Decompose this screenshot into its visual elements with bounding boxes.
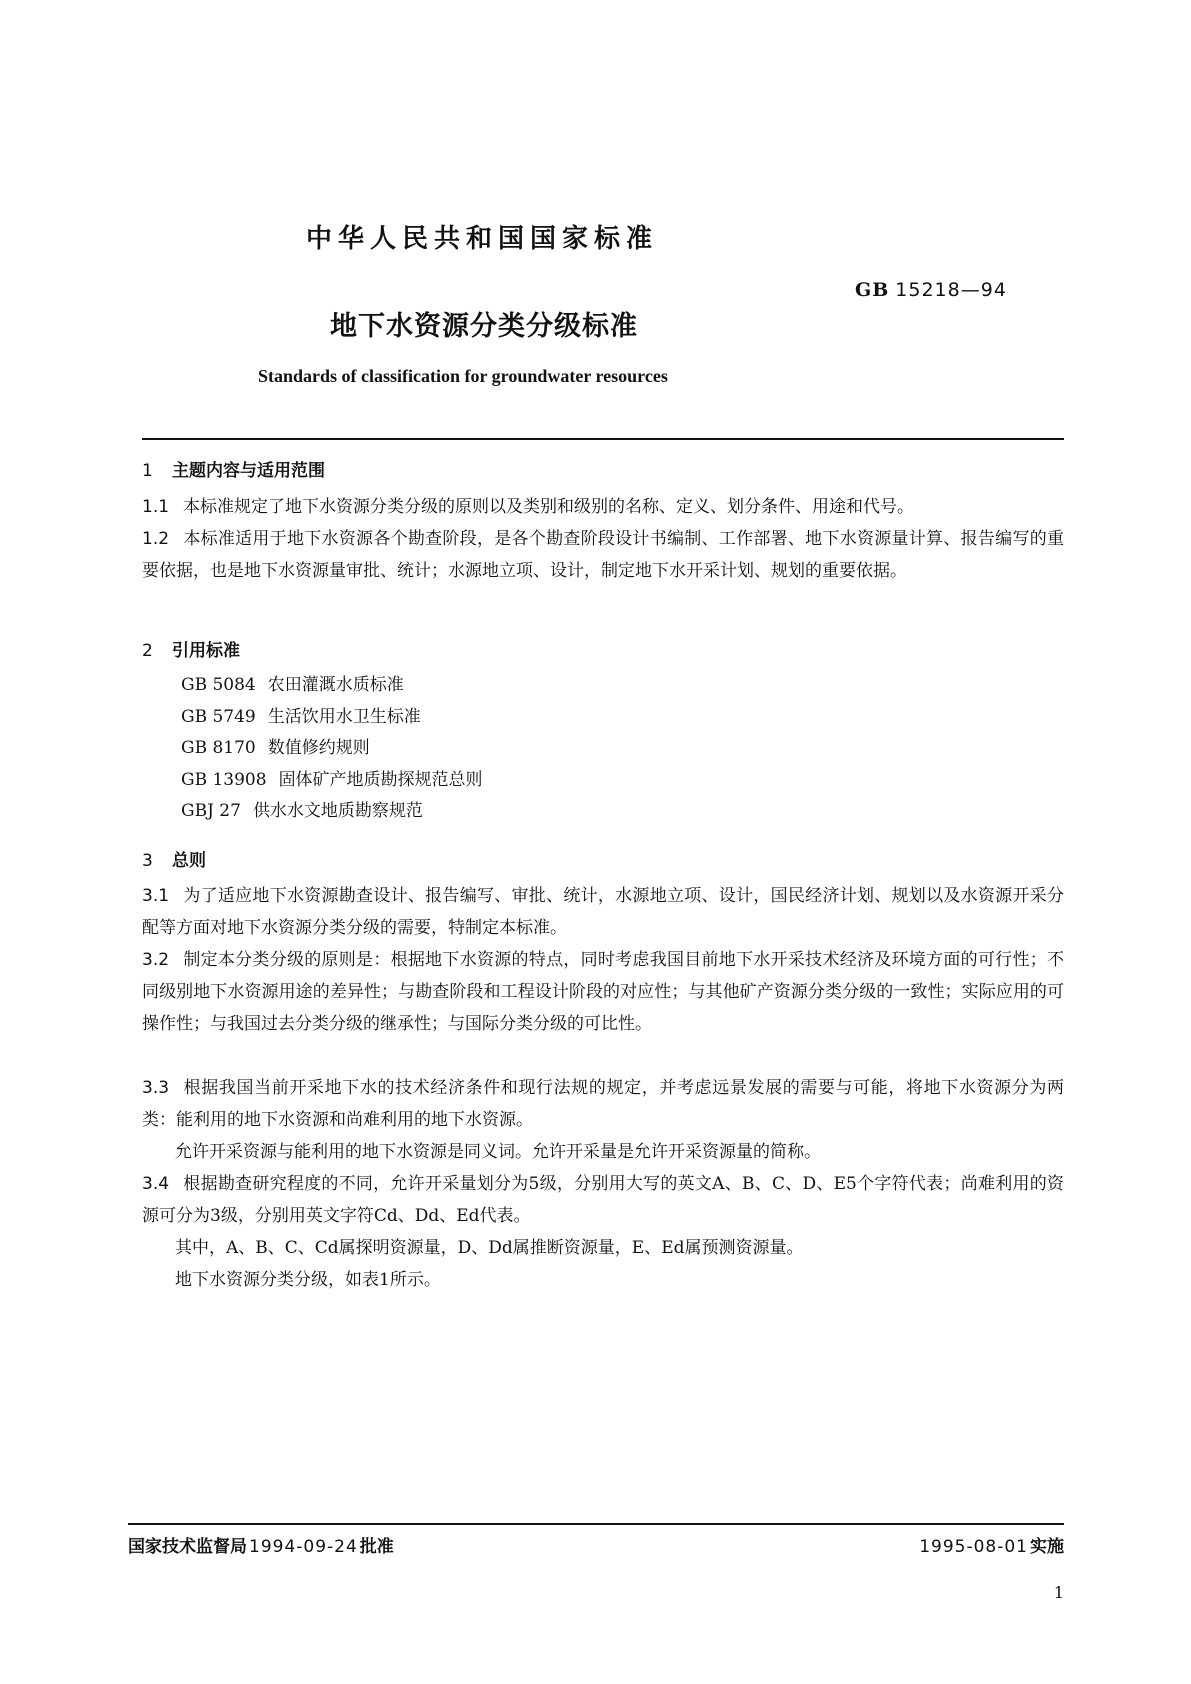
reference-list xyxy=(181,670,483,828)
section-3-heading: 3 总则 xyxy=(142,851,206,871)
header-divider xyxy=(142,438,1064,440)
paragraph-3-2: 3.2 制定本分类分级的原则是：根据地下水资源的特点，同时考虑我国目前地下水开采技术经济及环境方面的可行性；不同级别地下水资源用途的差异性；与勘查阶段和工程设计阶段的对应性；与其他矿产资源分类分级的一致性；实际应用的可操作性；与我国过去分类分级的继承性；与国际分类分级的可比性。 xyxy=(142,950,1064,1034)
paragraph-1-2: 1.2 本标准适用于地下水资源各个勘查阶段，是各个勘查阶段设计书编制、工作部署、地下水资源量计算、报告编写的重要依据，也是地下水资源量审批、统计；水源地立项、设计，制定地下水开采计划、规划的重要依据。 xyxy=(142,529,1064,581)
section-1-heading: 1 主题内容与适用范围 xyxy=(142,461,325,481)
document-title: 地下水资源分类分级标准 xyxy=(330,311,638,342)
effective-statement xyxy=(880,1532,1064,1557)
paragraph-3-4-note-1: 其中，A、B、C、Cd属探明资源量，D、Dd属推断资源量，E、Ed属预测资源量。 xyxy=(175,1238,804,1258)
page-number: 1 xyxy=(1053,1583,1064,1602)
section-2-heading: 2 引用标准 xyxy=(142,641,240,661)
effective-label: 实施 xyxy=(1030,1537,1064,1557)
reference-item: GB 8170 数值修约规则 xyxy=(181,738,370,758)
standard-title: 中华人民共和国国家标准 xyxy=(306,224,659,254)
approval-statement xyxy=(128,1532,394,1557)
reference-item: GB 13908 固体矿产地质勘探规范总则 xyxy=(181,769,483,790)
paragraph-3-3: 3.3 根据我国当前开采地下水的技术经济条件和现行法规的规定，并考虑远景发展的需要与可能，将地下水资源分为两类：能利用的地下水资源和尚难利用的地下水资源。 xyxy=(142,1078,1064,1130)
standard-code-prefix: GB xyxy=(855,279,890,301)
reference-item: GB 5084 农田灌溉水质标准 xyxy=(181,675,404,695)
document-subtitle-en: Standards of classification for groundwater resources xyxy=(258,366,668,386)
paragraph-3-1: 3.1 为了适应地下水资源勘查设计、报告编写、审批、统计，水源地立项、设计，国民经济计划、规划以及水资源开采分配等方面对地下水资源分类分级的需要，特制定本标准。 xyxy=(142,886,1064,938)
paragraph-3-3-note: 允许开采资源与能利用的地下水资源是同义词。允许开采量是允许开采资源量的简称。 xyxy=(175,1142,821,1162)
effective-date: 1995-08-01 xyxy=(919,1537,1028,1557)
approval-date: 1994-09-24 xyxy=(249,1537,358,1557)
footer-divider xyxy=(128,1523,1064,1525)
reference-item: GBJ 27 供水水文地质勘察规范 xyxy=(181,801,423,821)
standard-code xyxy=(855,279,1007,301)
standard-code-number: 15218—94 xyxy=(895,279,1007,301)
paragraph-3-4: 3.4 根据勘查研究程度的不同，允许开采量划分为5级，分别用大写的英文A、B、C、D、E5个字符代表；尚难利用的资源可分为3级，分别用英文字符Cd、Dd、Ed代表。 xyxy=(142,1174,1064,1226)
reference-item: GB 5749 生活饮用水卫生标准 xyxy=(181,706,421,727)
paragraph-3-4-note-2: 地下水资源分类分级，如表1所示。 xyxy=(175,1270,441,1290)
paragraph-1-1: 1.1 本标准规定了地下水资源分类分级的原则以及类别和级别的名称、定义、划分条件、用途和代号。 xyxy=(142,497,915,517)
issuer: 国家技术监督局 xyxy=(128,1537,247,1557)
approval-label: 批准 xyxy=(359,1537,394,1557)
